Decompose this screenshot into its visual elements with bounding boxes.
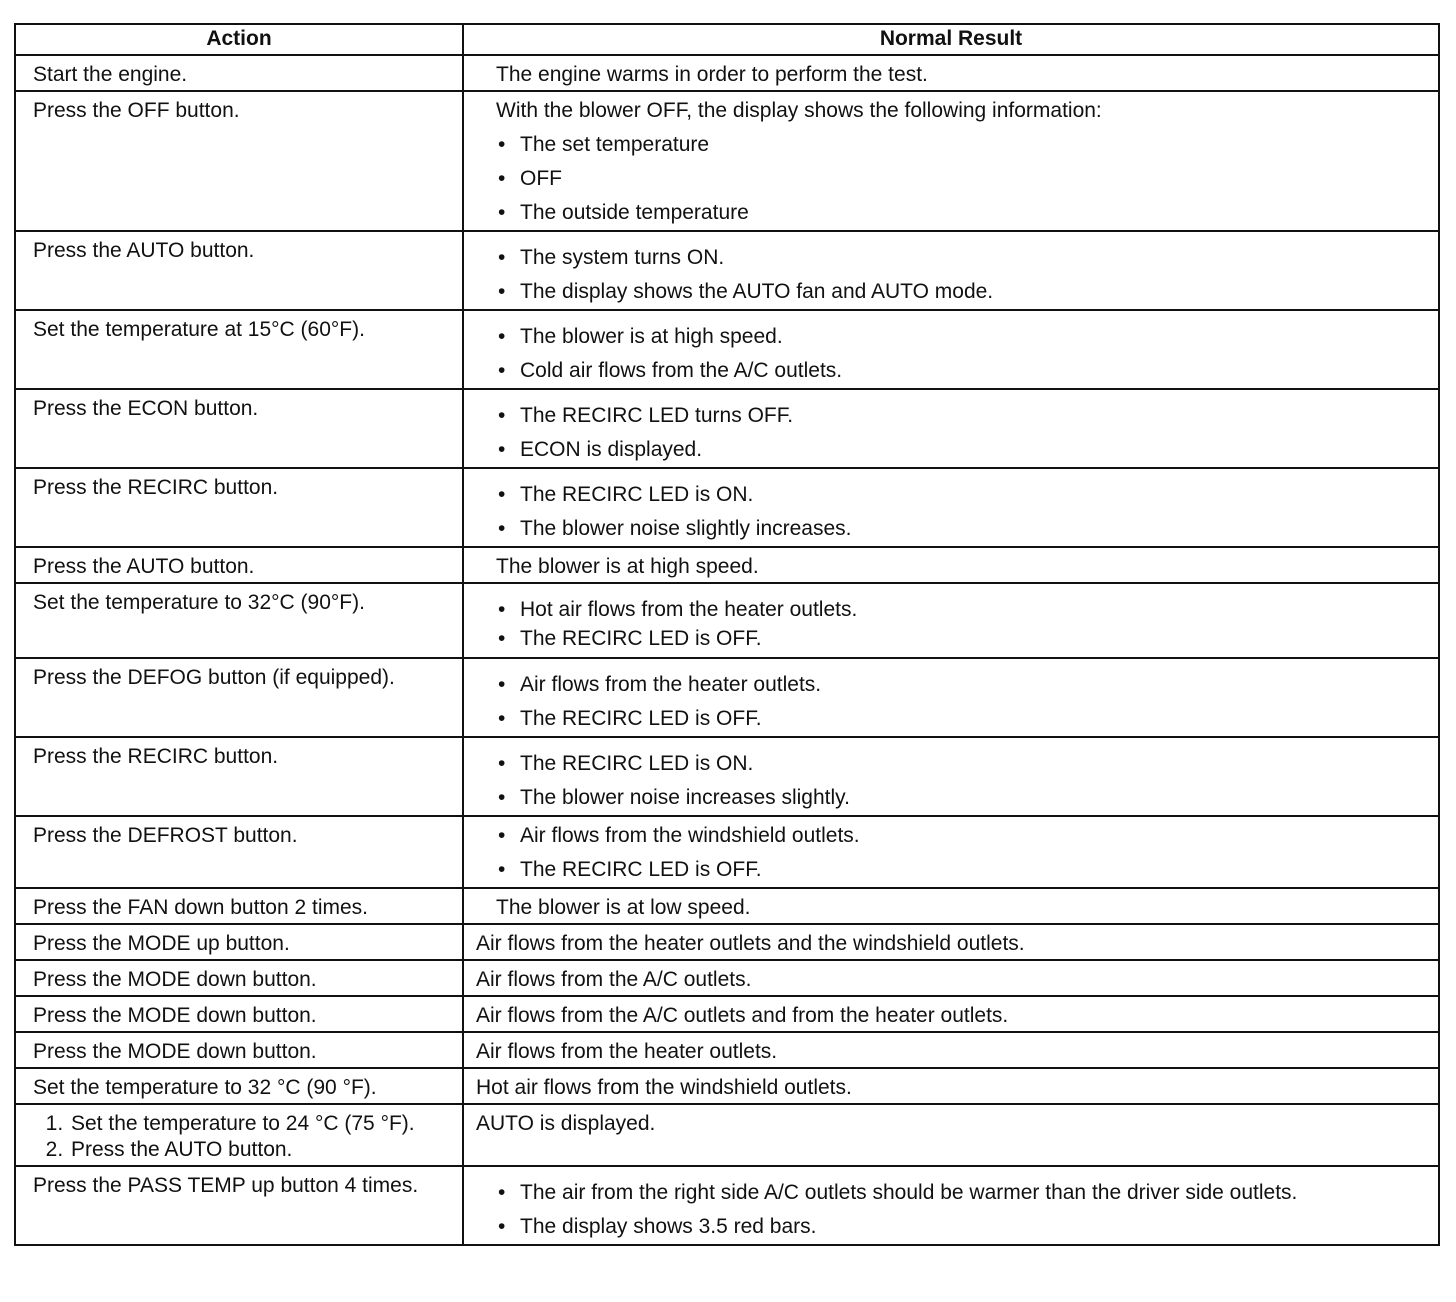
action-cell: Press the MODE down button. <box>15 1032 463 1068</box>
bullet-icon: • <box>498 707 506 730</box>
result-cell: AUTO is displayed. <box>463 1104 1439 1166</box>
bullet-icon: • <box>498 858 506 881</box>
action-cell: Press the FAN down button 2 times. <box>15 888 463 924</box>
bullet-icon: • <box>498 246 506 269</box>
table-row <box>15 1166 1439 1245</box>
action-cell: Start the engine. <box>15 55 463 91</box>
result-cell: Hot air flows from the windshield outlets. <box>463 1068 1439 1104</box>
result-cell <box>463 1166 1439 1245</box>
bullet-icon: • <box>498 1215 506 1238</box>
action-cell: Press the OFF button. <box>15 91 463 231</box>
result-bullet: • The display shows the AUTO fan and AUTO mode. <box>498 280 994 303</box>
result-cell: The engine warms in order to perform the test. <box>463 55 1439 91</box>
result-cell <box>463 583 1439 658</box>
result-bullet: • The blower noise increases slightly. <box>498 786 850 809</box>
result-cell <box>463 468 1439 547</box>
result-bullet: • The RECIRC LED is ON. <box>498 752 754 775</box>
result-cell <box>463 91 1439 231</box>
action-cell: Press the AUTO button. <box>15 231 463 310</box>
bullet-icon: • <box>498 359 506 382</box>
action-cell: Press the MODE down button. <box>15 960 463 996</box>
bullet-icon: • <box>498 786 506 809</box>
action-cell: Press the DEFROST button. <box>15 816 463 888</box>
bullet-icon: • <box>498 517 506 540</box>
result-bullet: • The RECIRC LED turns OFF. <box>498 404 794 427</box>
table-row <box>15 1068 1439 1104</box>
action-cell: Press the MODE down button. <box>15 996 463 1032</box>
bullet-icon: • <box>498 752 506 775</box>
table-row <box>15 231 1439 310</box>
result-cell: Air flows from the A/C outlets and from the heater outlets. <box>463 996 1439 1032</box>
result-cell: The blower is at low speed. <box>463 888 1439 924</box>
result-bullet-list <box>496 132 1428 226</box>
result-bullet-list <box>496 751 1428 811</box>
result-cell <box>463 231 1439 310</box>
result-bullet: • The blower is at high speed. <box>498 325 783 348</box>
result-bullet: • The RECIRC LED is OFF. <box>498 858 762 881</box>
bullet-icon: • <box>498 673 506 696</box>
result-bullet: • The outside temperature <box>498 201 749 224</box>
header-row <box>15 24 1439 55</box>
result-intro: With the blower OFF, the display shows the following information: <box>496 99 1102 122</box>
diagnostic-table <box>14 23 1440 1246</box>
action-cell: Press the DEFOG button (if equipped). <box>15 658 463 737</box>
action-cell <box>15 1104 463 1166</box>
action-cell: Set the temperature at 15°C (60°F). <box>15 310 463 389</box>
result-column-header: Normal Result <box>463 24 1439 55</box>
table-row <box>15 91 1439 231</box>
result-cell <box>463 658 1439 737</box>
result-cell: Air flows from the heater outlets and the windshield outlets. <box>463 924 1439 960</box>
result-bullet: • Cold air flows from the A/C outlets. <box>498 359 843 382</box>
action-step-list <box>33 1111 452 1163</box>
result-bullet-list <box>496 324 1428 384</box>
bullet-icon: • <box>498 201 506 224</box>
result-cell: The blower is at high speed. <box>463 547 1439 583</box>
result-bullet-list <box>496 482 1428 542</box>
bullet-icon: • <box>498 325 506 348</box>
bullet-icon: • <box>498 438 506 461</box>
result-bullet: • Hot air flows from the heater outlets. <box>498 598 858 621</box>
action-cell: Press the MODE up button. <box>15 924 463 960</box>
result-bullet: • The set temperature <box>498 133 710 156</box>
result-bullet: • The RECIRC LED is ON. <box>498 483 754 506</box>
result-bullet: • Air flows from the windshield outlets. <box>498 824 860 847</box>
action-column-header: Action <box>15 24 463 55</box>
action-cell: Press the RECIRC button. <box>15 737 463 816</box>
result-bullet-list <box>496 672 1428 732</box>
table-row <box>15 547 1439 583</box>
bullet-icon: • <box>498 404 506 427</box>
bullet-icon: • <box>498 1181 506 1204</box>
table-row <box>15 1032 1439 1068</box>
table-row <box>15 737 1439 816</box>
action-cell: Press the ECON button. <box>15 389 463 468</box>
table-row <box>15 468 1439 547</box>
action-cell: Press the RECIRC button. <box>15 468 463 547</box>
table-row <box>15 924 1439 960</box>
action-cell: Press the AUTO button. <box>15 547 463 583</box>
result-bullet: • Air flows from the heater outlets. <box>498 673 822 696</box>
result-bullet-list <box>496 597 1428 652</box>
table-row <box>15 55 1439 91</box>
result-bullet: • ECON is displayed. <box>498 438 703 461</box>
table-row <box>15 816 1439 888</box>
result-cell <box>463 737 1439 816</box>
bullet-icon: • <box>498 483 506 506</box>
bullet-icon: • <box>498 133 506 156</box>
result-bullet: • The blower noise slightly increases. <box>498 517 852 540</box>
table-row <box>15 888 1439 924</box>
result-bullet-list <box>496 403 1428 463</box>
action-step: 1. Set the temperature to 24 °C (75 °F). <box>69 1111 452 1137</box>
result-bullet: • The RECIRC LED is OFF. <box>498 627 762 650</box>
result-bullet-list <box>496 1180 1428 1240</box>
table-row <box>15 960 1439 996</box>
action-cell: Set the temperature to 32 °C (90 °F). <box>15 1068 463 1104</box>
bullet-icon: • <box>498 598 506 621</box>
result-bullet: • The display shows 3.5 red bars. <box>498 1215 817 1238</box>
bullet-icon: • <box>498 167 506 190</box>
result-bullet: • The system turns ON. <box>498 246 725 269</box>
action-cell: Set the temperature to 32°C (90°F). <box>15 583 463 658</box>
result-bullet: • OFF <box>498 167 562 190</box>
table-row <box>15 583 1439 658</box>
table-row <box>15 658 1439 737</box>
result-bullet-list <box>496 823 1428 883</box>
bullet-icon: • <box>498 627 506 650</box>
result-cell: Air flows from the A/C outlets. <box>463 960 1439 996</box>
table-row <box>15 310 1439 389</box>
table-row <box>15 996 1439 1032</box>
result-bullet: • The RECIRC LED is OFF. <box>498 707 762 730</box>
action-cell: Press the PASS TEMP up button 4 times. <box>15 1166 463 1245</box>
table-row <box>15 389 1439 468</box>
bullet-icon: • <box>498 280 506 303</box>
action-step: 2. Press the AUTO button. <box>69 1137 452 1163</box>
bullet-icon: • <box>498 824 506 847</box>
result-bullet: • The air from the right side A/C outlets should be warmer than the driver side outlets. <box>498 1181 1298 1204</box>
result-bullet-list <box>496 245 1428 305</box>
table-row <box>15 1104 1439 1166</box>
result-cell <box>463 389 1439 468</box>
result-cell <box>463 310 1439 389</box>
result-cell: Air flows from the heater outlets. <box>463 1032 1439 1068</box>
result-cell <box>463 816 1439 888</box>
